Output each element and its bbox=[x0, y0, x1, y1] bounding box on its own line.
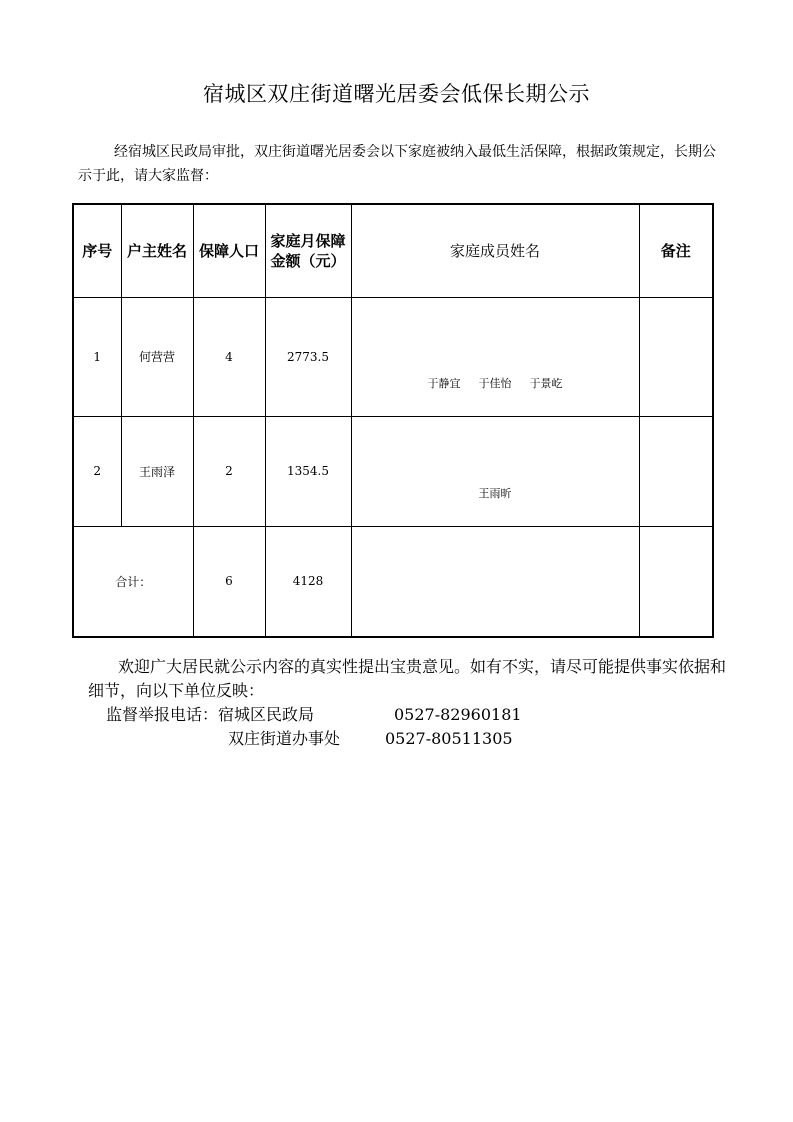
row-people: 4 bbox=[193, 297, 265, 416]
contact-phone: 0527-82960181 bbox=[394, 705, 522, 724]
total-amount: 4128 bbox=[265, 526, 351, 637]
total-remark bbox=[639, 526, 713, 637]
table-header-row bbox=[73, 204, 713, 297]
total-label: 合计： bbox=[73, 526, 193, 637]
header-amount-line2: 金额（元） bbox=[270, 251, 346, 270]
header-head-name: 户主姓名 bbox=[121, 204, 193, 297]
header-members: 家庭成员姓名 bbox=[351, 204, 639, 297]
table-total-row bbox=[73, 526, 713, 637]
hotline-label: 监督举报电话： bbox=[106, 705, 219, 724]
contact-line bbox=[88, 727, 728, 751]
contact-org: 双庄街道办事处 bbox=[228, 729, 341, 748]
row-seq: 1 bbox=[73, 297, 121, 416]
table-row bbox=[73, 416, 713, 526]
contact-line bbox=[88, 703, 728, 727]
assistance-table bbox=[72, 203, 714, 638]
row-members bbox=[351, 297, 639, 416]
row-people: 2 bbox=[193, 416, 265, 526]
row-remark bbox=[639, 416, 713, 526]
row-head-name: 何营营 bbox=[121, 297, 193, 416]
row-members bbox=[351, 416, 639, 526]
row-amount: 1354.5 bbox=[265, 416, 351, 526]
header-people: 保障人口 bbox=[193, 204, 265, 297]
intro-text: 经宿城区民政局审批，双庄街道曙光居委会以下家庭被纳入最低生活保障，根据政策规定，长期公示于此，请大家监督： bbox=[78, 144, 716, 184]
member-name: 于静宜 bbox=[427, 376, 461, 390]
page-title: 宿城区双庄街道曙光居委会低保长期公示 bbox=[203, 82, 590, 106]
footer-notice bbox=[88, 655, 728, 751]
row-head-name: 王雨泽 bbox=[121, 416, 193, 526]
intro-paragraph bbox=[78, 140, 718, 188]
header-seq: 序号 bbox=[73, 204, 121, 297]
table-row bbox=[73, 297, 713, 416]
row-seq: 2 bbox=[73, 416, 121, 526]
member-name: 于佳怡 bbox=[478, 376, 512, 390]
member-name: 于景屹 bbox=[529, 376, 563, 390]
footer-paragraph: 欢迎广大居民就公示内容的真实性提出宝贵意见。如有不实，请尽可能提供事实依据和细节，向以下单位反映： bbox=[88, 657, 727, 700]
row-amount: 2773.5 bbox=[265, 297, 351, 416]
row-remark bbox=[639, 297, 713, 416]
header-remark: 备注 bbox=[639, 204, 713, 297]
total-members bbox=[351, 526, 639, 637]
contact-phone: 0527-80511305 bbox=[385, 729, 513, 748]
contact-org: 宿城区民政局 bbox=[218, 705, 315, 724]
member-name: 王雨昕 bbox=[478, 486, 512, 500]
total-people: 6 bbox=[193, 526, 265, 637]
header-amount bbox=[265, 204, 351, 297]
header-amount-line1: 家庭月保障 bbox=[270, 231, 346, 250]
